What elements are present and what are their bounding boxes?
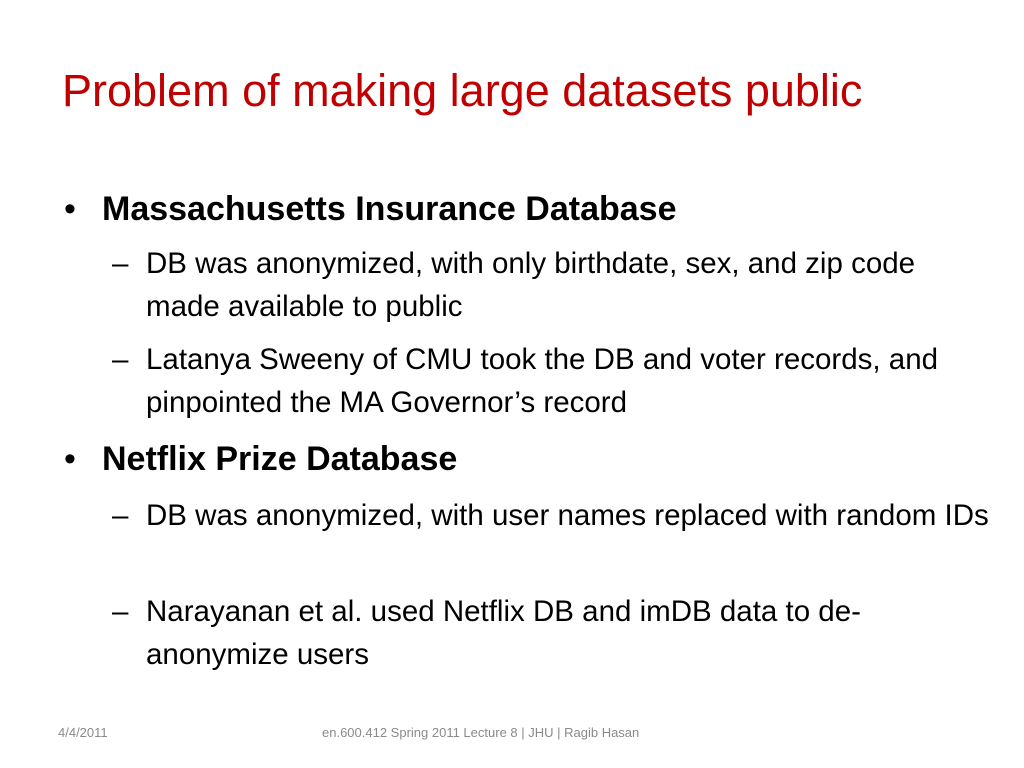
sub-bullet-text: DB was anonymized, with only birthdate, sex, and zip code made available to public bbox=[146, 247, 916, 323]
sub-bullet-text: Narayanan et al. used Netflix DB and imDB data to de-anonymize users bbox=[146, 595, 861, 671]
bullet-item-label: Massachusetts Insurance Database bbox=[102, 190, 677, 228]
bullet-icon: • bbox=[64, 440, 76, 478]
dash-icon: – bbox=[112, 499, 129, 532]
dash-icon: – bbox=[112, 343, 129, 376]
sub-bullet-item bbox=[112, 242, 996, 328]
bullet-item-label: Netflix Prize Database bbox=[102, 440, 458, 478]
sub-bullet-item bbox=[112, 338, 996, 424]
footer-course: en.600.412 Spring 2011 Lecture 8 | JHU | Ragib Hasan bbox=[322, 725, 640, 740]
sub-bullet-text: Latanya Sweeny of CMU took the DB and voter records, and pinpointed the MA Governor’s record bbox=[146, 343, 939, 419]
bullet-item-massachusetts bbox=[64, 188, 982, 230]
bullet-icon: • bbox=[64, 190, 76, 228]
sub-bullet-item bbox=[112, 494, 996, 537]
dash-icon: – bbox=[112, 247, 129, 280]
dash-icon: – bbox=[112, 595, 129, 628]
sub-bullet-text: DB was anonymized, with user names replaced with random IDs bbox=[146, 499, 989, 532]
sub-bullet-item bbox=[112, 590, 996, 676]
footer-date: 4/4/2011 bbox=[58, 725, 108, 740]
bullet-item-netflix bbox=[64, 438, 982, 480]
slide-title: Problem of making large datasets public bbox=[62, 65, 863, 116]
